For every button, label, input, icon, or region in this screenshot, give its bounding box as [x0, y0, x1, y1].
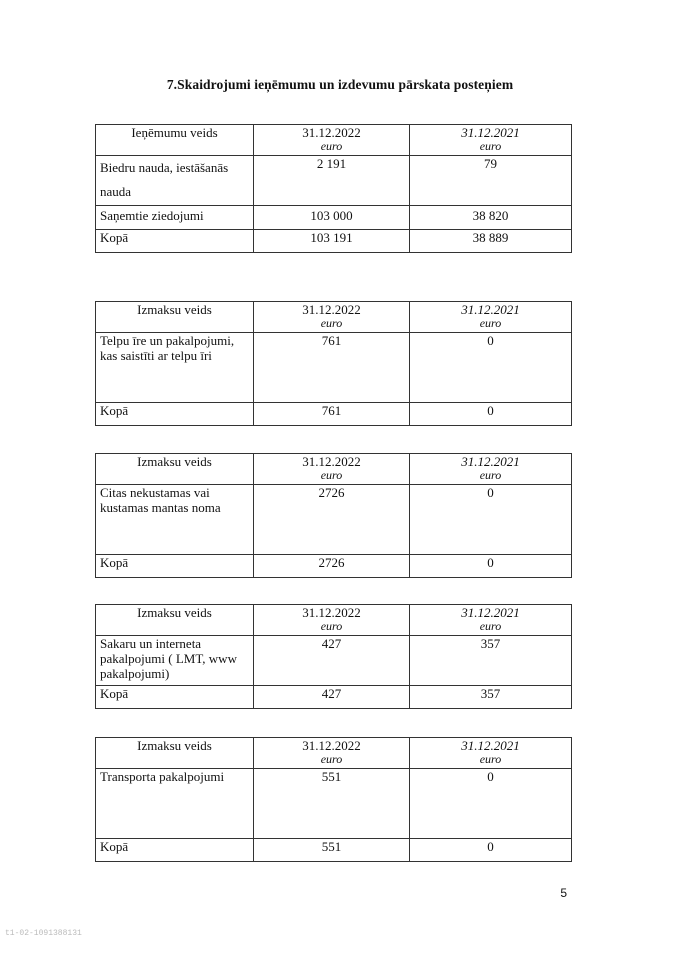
total-2021: 0 — [410, 839, 572, 862]
document-id-stamp: t1-02-1091388131 — [5, 929, 82, 938]
total-2022: 103 191 — [254, 230, 410, 253]
value-2022: 761 — [254, 333, 410, 403]
table-header-row — [96, 605, 572, 636]
unit-label: euro — [320, 468, 343, 482]
column-header-2022 — [254, 302, 410, 333]
table-row — [96, 769, 572, 839]
total-2021: 38 889 — [410, 230, 572, 253]
value-2022: 551 — [254, 769, 410, 839]
table-header-row — [96, 454, 572, 485]
row-label: Saņemtie ziedojumi — [96, 206, 254, 230]
page-title: 7.Skaidrojumi ieņēmumu un izdevumu pārskata posteņiem — [166, 77, 514, 92]
year-2022: 31.12.2022 — [302, 454, 361, 469]
total-2021: 0 — [410, 403, 572, 426]
column-header-type: Ieņēmumu veids — [96, 125, 254, 156]
column-header-type: Izmaksu veids — [96, 605, 254, 636]
unit-label: euro — [479, 316, 502, 330]
value-2022: 2726 — [254, 485, 410, 555]
row-label: Biedru nauda, iestāšanās nauda — [96, 156, 254, 206]
column-header-2021 — [410, 302, 572, 333]
year-2022: 31.12.2022 — [302, 605, 361, 620]
row-label: Sakaru un interneta pakalpojumi ( LMT, www pakalpojumi) — [96, 636, 254, 686]
row-label: Citas nekustamas vai kustamas mantas noma — [96, 485, 254, 555]
unit-label: euro — [479, 139, 502, 153]
year-2021: 31.12.2021 — [461, 605, 520, 620]
total-row — [96, 686, 572, 709]
year-2021: 31.12.2021 — [461, 125, 520, 140]
total-row — [96, 555, 572, 578]
column-header-2022 — [254, 738, 410, 769]
unit-label: euro — [320, 139, 343, 153]
value-2021: 0 — [410, 485, 572, 555]
table-row — [96, 485, 572, 555]
value-2021: 357 — [410, 636, 572, 686]
column-header-2021 — [410, 605, 572, 636]
table-header-row — [96, 738, 572, 769]
value-2022: 103 000 — [254, 206, 410, 230]
table-row — [96, 156, 572, 206]
column-header-type: Izmaksu veids — [96, 454, 254, 485]
total-2021: 0 — [410, 555, 572, 578]
column-header-2022 — [254, 605, 410, 636]
year-2022: 31.12.2022 — [302, 125, 361, 140]
table-header-row — [96, 125, 572, 156]
year-2021: 31.12.2021 — [461, 738, 520, 753]
table-header-row — [96, 302, 572, 333]
total-label: Kopā — [96, 839, 254, 862]
column-header-2021 — [410, 125, 572, 156]
row-label: Transporta pakalpojumi — [96, 769, 254, 839]
value-2022: 2 191 — [254, 156, 410, 206]
total-2022: 551 — [254, 839, 410, 862]
table-row — [96, 333, 572, 403]
unit-label: euro — [320, 619, 343, 633]
total-label: Kopā — [96, 686, 254, 709]
total-row — [96, 230, 572, 253]
value-2022: 427 — [254, 636, 410, 686]
value-2021: 38 820 — [410, 206, 572, 230]
year-2021: 31.12.2021 — [461, 454, 520, 469]
table-row — [96, 636, 572, 686]
total-2022: 761 — [254, 403, 410, 426]
year-2022: 31.12.2022 — [302, 302, 361, 317]
total-row — [96, 403, 572, 426]
value-2021: 79 — [410, 156, 572, 206]
expense-table-premises — [95, 301, 572, 426]
expense-table-rental — [95, 453, 572, 578]
year-2022: 31.12.2022 — [302, 738, 361, 753]
unit-label: euro — [320, 316, 343, 330]
table-row — [96, 206, 572, 230]
column-header-2022 — [254, 454, 410, 485]
total-label: Kopā — [96, 555, 254, 578]
year-2021: 31.12.2021 — [461, 302, 520, 317]
column-header-type: Izmaksu veids — [96, 302, 254, 333]
income-table — [95, 124, 572, 253]
value-2021: 0 — [410, 333, 572, 403]
column-header-2021 — [410, 454, 572, 485]
total-label: Kopā — [96, 403, 254, 426]
column-header-2022 — [254, 125, 410, 156]
page-number: 5 — [560, 886, 567, 900]
unit-label: euro — [320, 752, 343, 766]
unit-label: euro — [479, 619, 502, 633]
unit-label: euro — [479, 468, 502, 482]
row-label: Telpu īre un pakalpojumi, kas saistīti ar telpu īri — [96, 333, 254, 403]
total-2022: 2726 — [254, 555, 410, 578]
column-header-type: Izmaksu veids — [96, 738, 254, 769]
total-2021: 357 — [410, 686, 572, 709]
expense-table-transport — [95, 737, 572, 862]
unit-label: euro — [479, 752, 502, 766]
total-row — [96, 839, 572, 862]
expense-table-communications — [95, 604, 572, 709]
total-label: Kopā — [96, 230, 254, 253]
value-2021: 0 — [410, 769, 572, 839]
total-2022: 427 — [254, 686, 410, 709]
column-header-2021 — [410, 738, 572, 769]
